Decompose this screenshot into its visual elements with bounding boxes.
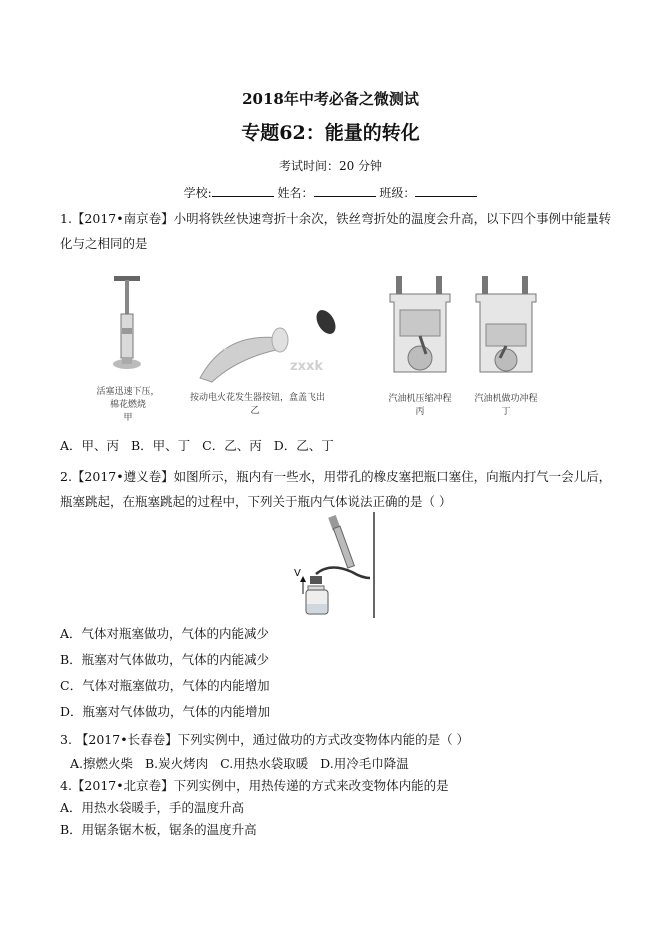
figure-bing	[380, 272, 460, 417]
question-2-option-c: C．气体对瓶塞做功，气体的内能增加	[60, 678, 270, 693]
document-subtitle: 专题62：能量的转化	[241, 122, 420, 144]
question-1-text: 1.【2017•南京卷】小明将铁丝快速弯折十余次，铁丝弯折处的温度会升高，以下四个事例中能量转化与之相同的是	[60, 211, 612, 251]
school-label: 学校:	[183, 186, 212, 200]
question-4-text: 4.【2017•北京卷】下列实例中，用热传递的方式来改变物体内能的是	[60, 778, 449, 793]
figure-yi-label: 乙	[250, 406, 260, 416]
question-2-option-d: D．瓶塞对气体做功，气体的内能增加	[60, 704, 271, 719]
student-info-fields	[0, 184, 661, 201]
spark-generator-figure	[180, 296, 350, 386]
figure-bing-label: 丙	[415, 407, 425, 417]
figure-bottle	[290, 512, 380, 618]
document-title: 2018年中考必备之微测试	[242, 90, 419, 108]
power-stroke-figure	[466, 272, 546, 382]
piston-cylinder-figure	[92, 270, 164, 380]
figure-ding-label: 丁	[501, 407, 511, 417]
class-blank[interactable]	[415, 184, 477, 197]
name-label: 姓名：	[277, 186, 314, 200]
question-3-text: 3. 【2017•长春卷】下列实例中，通过做功的方式改变物体内能的是（ ）	[60, 732, 470, 747]
figure-yi-caption: 按动电火花发生器按钮，盒盖飞出	[190, 393, 326, 403]
figure-jia-label: 甲	[123, 413, 133, 423]
name-blank[interactable]	[314, 184, 376, 197]
watermark-2: zxxk	[290, 359, 323, 374]
figure-jia-caption-2: 棉花燃烧	[109, 400, 146, 410]
watermark-1: zxxk	[222, 345, 255, 360]
question-4-option-b: B．用锯条锯木板，锯条的温度升高	[60, 822, 257, 837]
bottle-pump-figure	[290, 512, 380, 618]
question-2-option-a: A．气体对瓶塞做功，气体的内能减少	[60, 626, 270, 641]
exam-time: 考试时间：20 分钟	[278, 159, 383, 173]
velocity-label: V	[294, 568, 301, 579]
figure-jia	[92, 270, 164, 423]
question-1-options: A．甲、丙 B．甲、丁 C．乙、丙 D．乙、丁	[60, 438, 334, 453]
question-4-option-a: A．用热水袋暖手，手的温度升高	[60, 800, 245, 815]
question-3-options: A.擦燃火柴 B.炭火烤肉 C.用热水袋取暖 D.用冷毛巾降温	[70, 756, 409, 771]
figure-jia-caption-1: 活塞迅速下压，	[96, 387, 160, 397]
figure-ding	[466, 272, 546, 417]
figure-bing-caption: 汽油机压缩冲程	[388, 394, 452, 404]
figure-yi	[180, 296, 350, 416]
figure-ding-caption: 汽油机做功冲程	[474, 394, 538, 404]
compression-stroke-figure	[380, 272, 460, 382]
school-blank[interactable]	[212, 184, 274, 197]
question-2-option-b: B．瓶塞对气体做功，气体的内能减少	[60, 652, 270, 667]
question-2-text: 2.【2017•遵义卷】如图所示，瓶内有一些水，用带孔的橡皮塞把瓶口塞住，向瓶内打气一会儿后，瓶塞跳起，在瓶塞跳起的过程中，下列关于瓶内气体说法正确的是（ ）	[60, 469, 612, 509]
class-label: 班级：	[379, 186, 416, 200]
